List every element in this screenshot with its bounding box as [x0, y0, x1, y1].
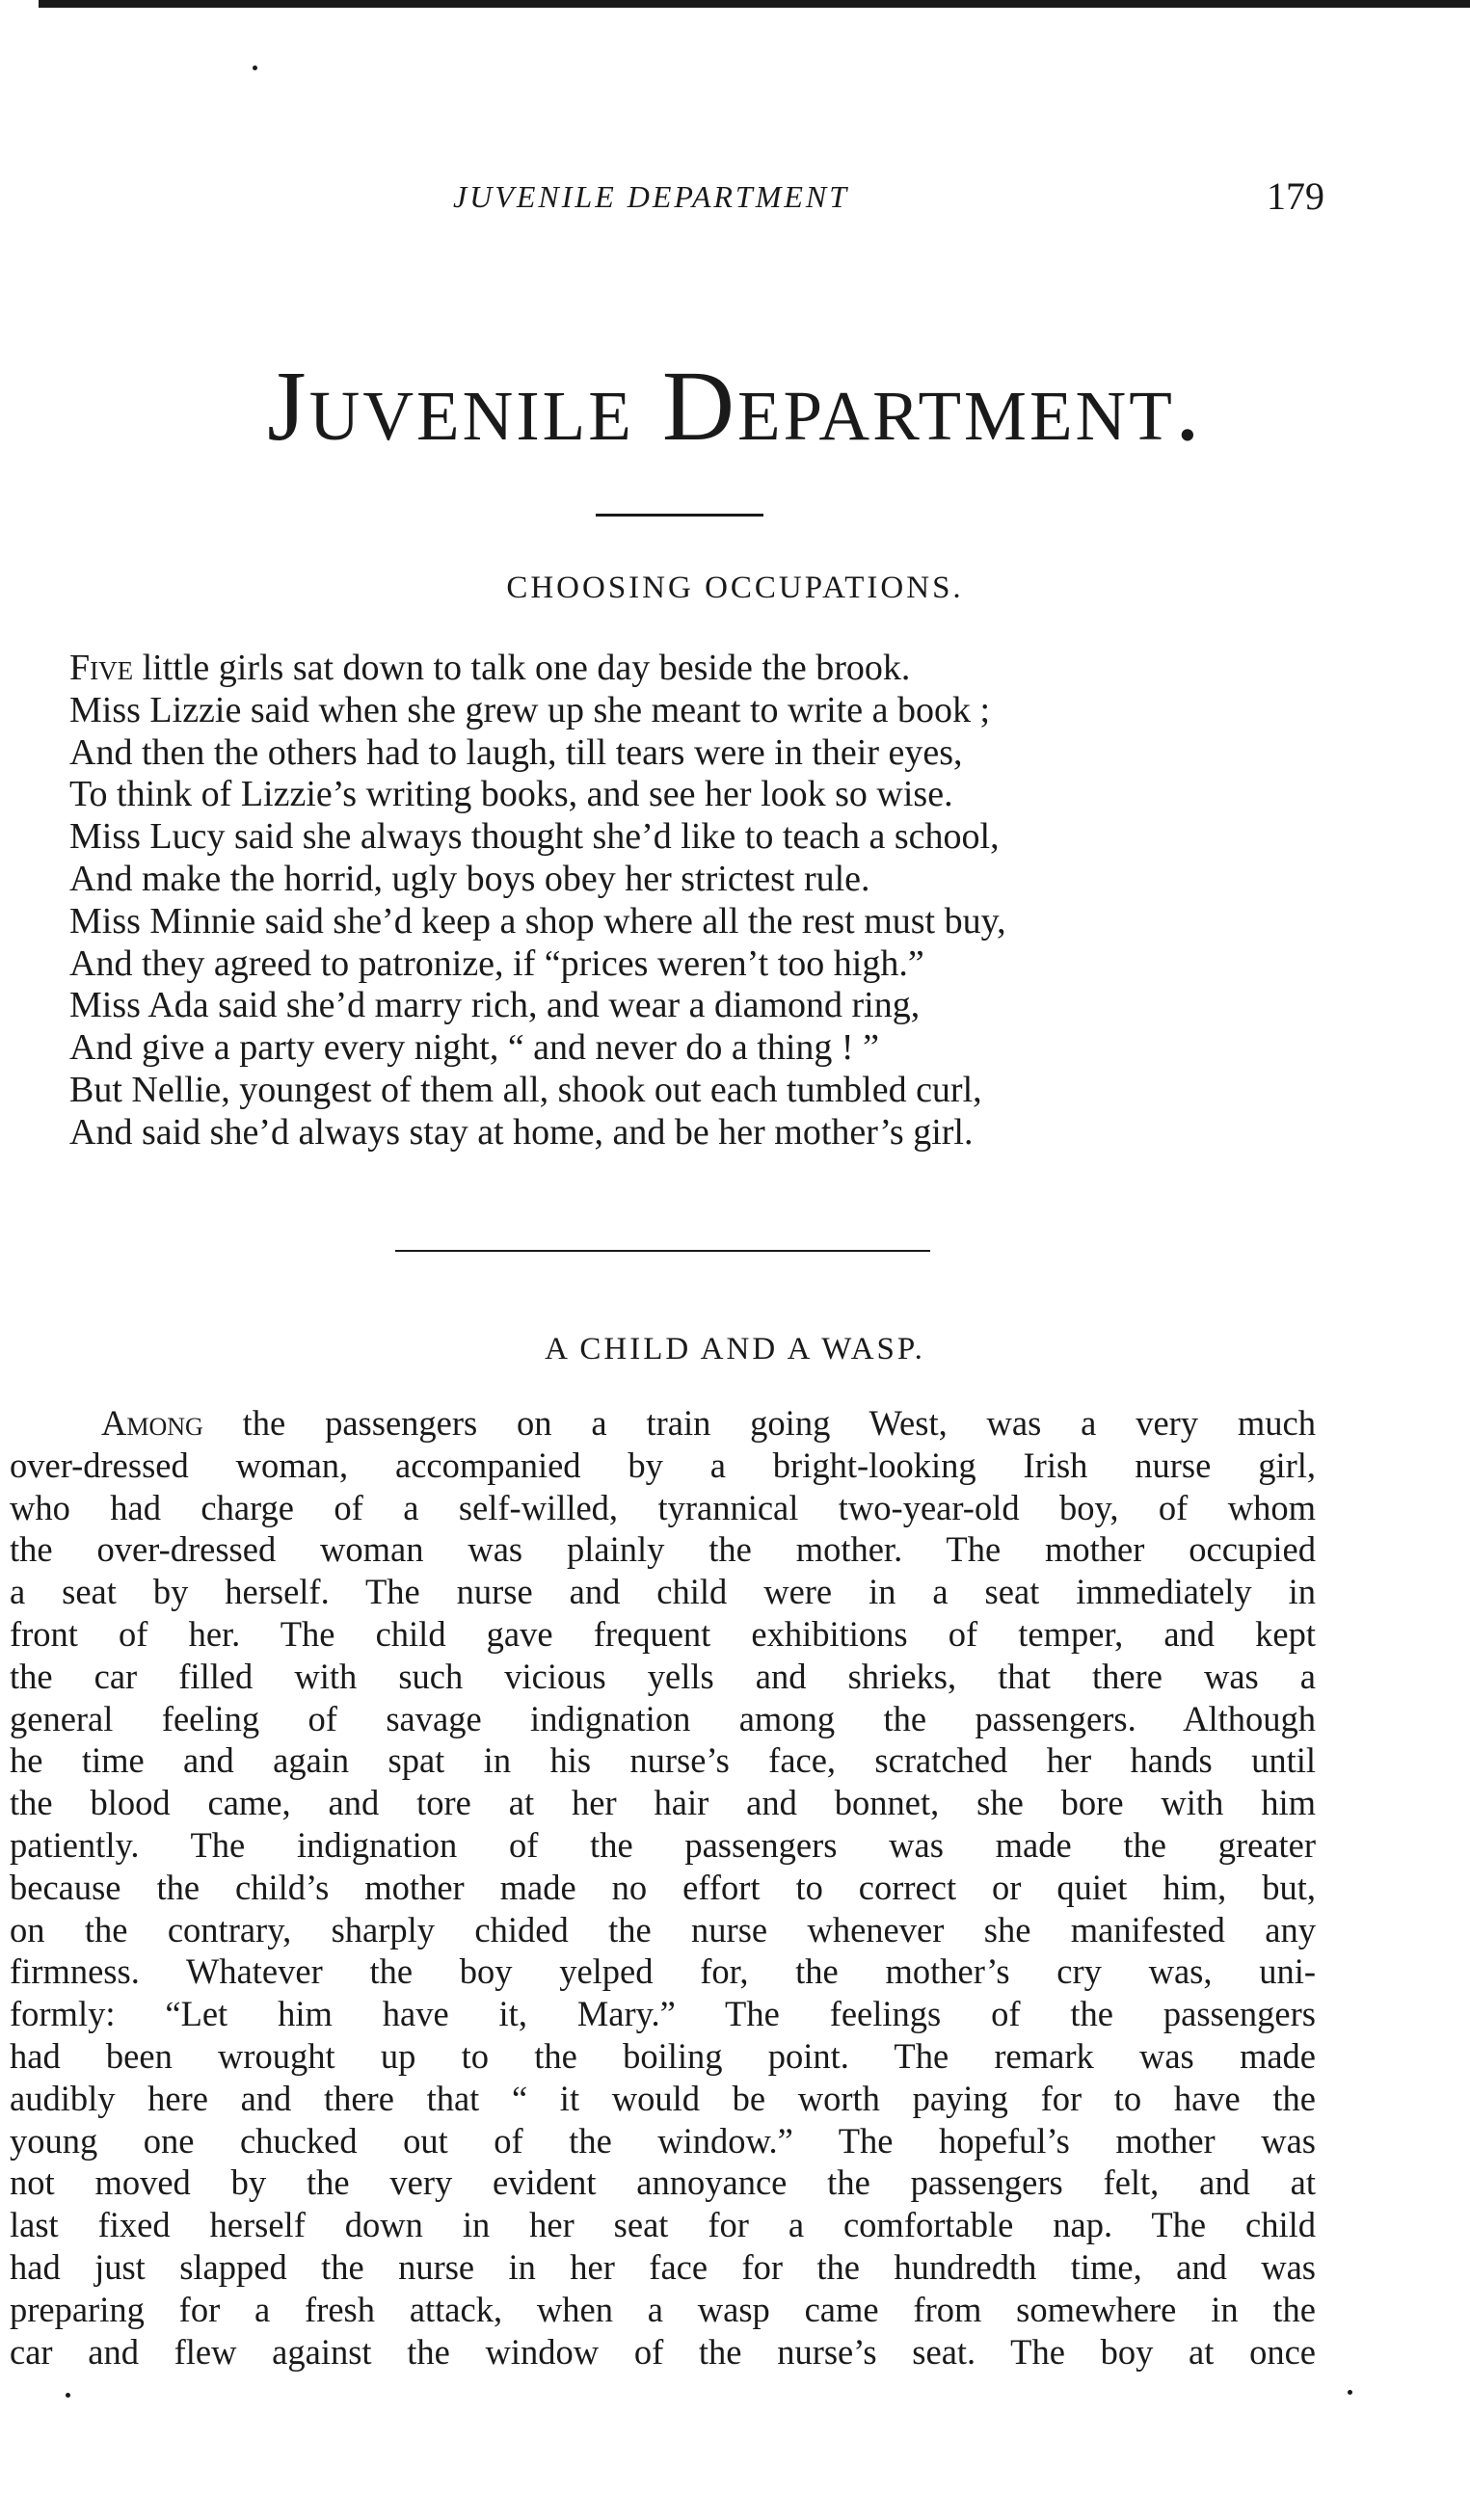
running-header — [0, 174, 1470, 227]
department-title: Juvenile Department. — [267, 351, 1203, 462]
poem-first-word: Five — [69, 648, 134, 688]
story-line: a seat by herself. The nurse and child were in a seat immediately in — [10, 1572, 1316, 1612]
paper-speck — [1348, 2390, 1352, 2395]
story-line: general feeling of savage indignation among the passengers. Although — [10, 1698, 1316, 1738]
poem-line: And make the horrid, ugly boys obey her strictest rule. — [69, 858, 870, 899]
story-line: young one chucked out of the window.” The hopeful’s mother was — [10, 2120, 1316, 2161]
poem-body — [69, 648, 1284, 1154]
story-line: had been wrought up to the boiling point. The remark was made — [10, 2035, 1316, 2076]
story-line: because the child’s mother made no effort to correct or quiet him, but, — [10, 1867, 1316, 1907]
poem-line: And they agreed to patronize, if “prices weren’t too high.” — [69, 942, 924, 984]
page-top-border — [39, 0, 1470, 8]
story-line: audibly here and there that “ it would be worth paying for to have the — [10, 2078, 1316, 2118]
poem-line — [69, 648, 1284, 690]
story-line: who had charge of a self-willed, tyrannical two-year-old boy, of whom — [10, 1487, 1316, 1527]
poem-title: CHOOSING OCCUPATIONS. — [506, 570, 964, 605]
story-title: A CHILD AND A WASP. — [545, 1332, 925, 1366]
poem-line: Miss Minnie said she’d keep a shop where all the rest must buy, — [69, 900, 1006, 942]
story-first-line-text: the passengers on a train going West, was a very much — [202, 1403, 1316, 1443]
poem-line: And said she’d always stay at home, and be her mother’s girl. — [69, 1111, 974, 1153]
story-line: front of her. The child gave frequent exhibitions of temper, and kept — [10, 1613, 1316, 1654]
story-line: had just slapped the nurse in her face for the hundredth time, and was — [10, 2246, 1316, 2287]
poem-line: To think of Lizzie’s writing books, and see her look so wise. — [69, 774, 953, 815]
title-divider — [596, 514, 763, 517]
poem-line: And give a party every night, “ and never do a thing ! ” — [69, 1027, 879, 1069]
story-line: on the contrary, sharply chided the nurse whenever she manifested any — [10, 1909, 1316, 1950]
story-body — [10, 1402, 1316, 2373]
poem-line: Miss Lucy said she always thought she’d like to teach a school, — [69, 816, 1000, 858]
story-line: over-dressed woman, accompanied by a bright-looking Irish nurse girl, — [10, 1445, 1316, 1485]
story-line: not moved by the very evident annoyance the passengers felt, and at — [10, 2162, 1316, 2203]
paper-speck — [66, 2393, 70, 2398]
story-line — [10, 1402, 1316, 1445]
page-number: 179 — [1267, 174, 1324, 218]
story-line: the over-dressed woman was plainly the mother. The mother occupied — [10, 1529, 1316, 1570]
story-line: patiently. The indignation of the passengers was made the greater — [10, 1824, 1316, 1865]
story-line: firmness. Whatever the boy yelped for, the mother’s cry was, uni- — [10, 1951, 1316, 1992]
poem-line: Miss Lizzie said when she grew up she meant to write a book ; — [69, 689, 991, 730]
poem-first-line-text: little girls sat down to talk one day beside the brook. — [133, 648, 911, 688]
poem-line: But Nellie, youngest of them all, shook out each tumbled curl, — [69, 1069, 982, 1110]
story-line: car and flew against the window of the nurse’s seat. The boy at once — [10, 2331, 1316, 2372]
story-line: the car filled with such vicious yells and shrieks, that there was a — [10, 1656, 1316, 1696]
story-first-word: Among — [101, 1403, 203, 1443]
story-line: last fixed herself down in her seat for a comfortable nap. The child — [10, 2205, 1316, 2245]
story-line: formly: “Let him have it, Mary.” The feelings of the passengers — [10, 1994, 1316, 2034]
story-line: the blood came, and tore at her hair and bonnet, she bore with him — [10, 1783, 1316, 1823]
poem-line: And then the others had to laugh, till tears were in their eyes, — [69, 731, 963, 773]
poem-line: Miss Ada said she’d marry rich, and wear a diamond ring, — [69, 985, 921, 1026]
section-divider — [395, 1250, 930, 1252]
story-line: preparing for a fresh attack, when a wasp came from somewhere in the — [10, 2289, 1316, 2329]
story-line: he time and again spat in his nurse’s face, scratched her hands until — [10, 1740, 1316, 1781]
running-title: JUVENILE DEPARTMENT — [453, 179, 850, 214]
paper-speck — [253, 66, 257, 70]
